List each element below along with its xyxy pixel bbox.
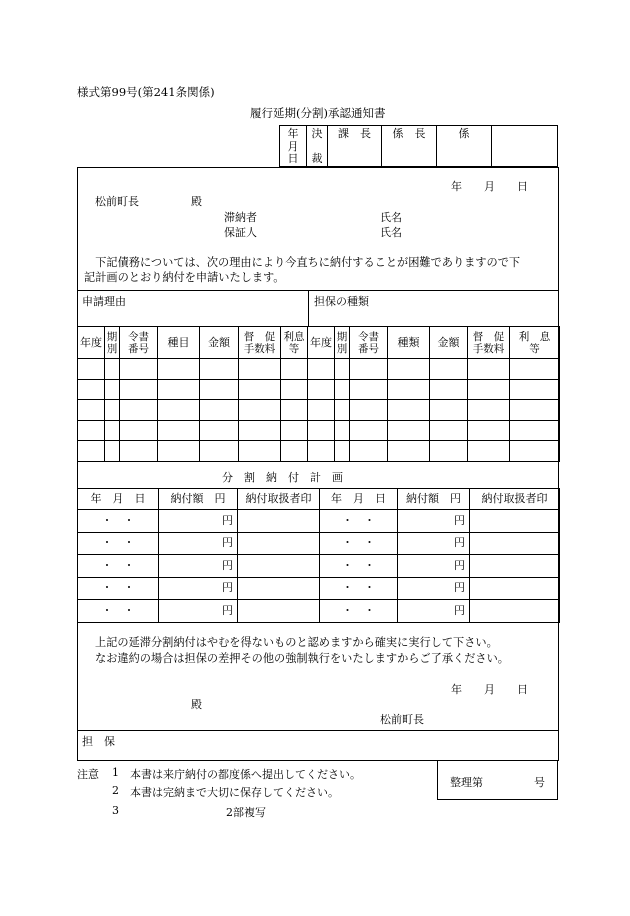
request-text-line-1: 下記債務については、次の理由により今直ちに納付することが困難でありますので下	[84, 256, 521, 269]
plan-amount-cell[interactable]: 円	[159, 555, 238, 578]
note-text-3: 2部複写	[226, 806, 266, 819]
header-kingaku: 金額	[200, 327, 239, 359]
plan-header-amount: 納付額 円	[159, 489, 238, 510]
debt-table-cell[interactable]	[158, 441, 200, 462]
approval-kacho-cell: 課 長	[328, 126, 382, 167]
plan-date-cell[interactable]: ・ ・	[78, 555, 159, 578]
plan-amount-cell[interactable]: 円	[159, 577, 238, 600]
plan-date-cell[interactable]: ・ ・	[320, 600, 398, 623]
debt-table-row	[78, 400, 560, 421]
debt-table-cell[interactable]	[468, 441, 510, 462]
debt-table-cell[interactable]	[468, 359, 510, 380]
debt-table-cell[interactable]	[239, 379, 281, 400]
debt-table-cell[interactable]	[510, 400, 560, 421]
header-kibetsu-right: 期 別	[335, 327, 350, 359]
header-reisho: 令書 番号	[120, 327, 158, 359]
debt-table-row	[78, 420, 560, 441]
header-tokusoku: 督 促 手数料	[239, 327, 281, 359]
name-label-1: 氏名	[380, 211, 402, 224]
debt-table-cell[interactable]	[105, 441, 120, 462]
plan-stamp-cell[interactable]	[238, 555, 320, 578]
debt-table-cell[interactable]	[468, 400, 510, 421]
debt-table-cell[interactable]	[430, 400, 468, 421]
dono-label: 殿	[191, 195, 202, 208]
plan-header-stamp: 納付取扱者印	[238, 489, 320, 510]
collateral-label: 担保の種類	[314, 295, 369, 308]
plan-stamp-cell[interactable]	[470, 577, 560, 600]
plan-table-row	[78, 577, 560, 600]
debt-table-cell[interactable]	[105, 359, 120, 380]
debt-table-cell[interactable]	[388, 379, 430, 400]
plan-stamp-cell[interactable]	[470, 510, 560, 533]
debt-table-cell[interactable]	[335, 441, 350, 462]
header-reisho-right: 令書 番号	[350, 327, 388, 359]
debt-table-cell[interactable]	[350, 441, 388, 462]
debt-table-cell[interactable]	[78, 359, 105, 380]
header-tokusoku-right: 督 促 手数料	[468, 327, 510, 359]
debt-table-cell[interactable]	[350, 359, 388, 380]
plan-table-row	[78, 532, 560, 555]
debt-table-cell[interactable]	[105, 400, 120, 421]
form-number: 様式第99号(第241条関係)	[77, 85, 215, 99]
plan-date-cell[interactable]: ・ ・	[320, 555, 398, 578]
approval-kakari-cell: 係	[437, 126, 492, 167]
tanpo-label: 担 保	[82, 735, 115, 748]
plan-date-cell[interactable]: ・ ・	[78, 577, 159, 600]
debt-table-cell[interactable]	[105, 420, 120, 441]
plan-title: 分 割 納 付 計 画	[222, 471, 343, 484]
debt-table-cell[interactable]	[200, 420, 239, 441]
debt-table-cell[interactable]	[158, 420, 200, 441]
plan-amount-cell[interactable]: 円	[398, 510, 470, 533]
debt-table-cell[interactable]	[430, 441, 468, 462]
debt-table-cell[interactable]	[200, 379, 239, 400]
plan-table	[77, 488, 560, 623]
debt-table-cell[interactable]	[120, 420, 158, 441]
plan-stamp-cell[interactable]	[470, 555, 560, 578]
approval-kessai-cell: 決 裁	[307, 126, 328, 167]
plan-header-stamp-right: 納付取扱者印	[470, 489, 560, 510]
debt-table-cell[interactable]	[335, 420, 350, 441]
plan-header-date-right: 年 月 日	[320, 489, 398, 510]
debt-table-cell[interactable]	[78, 420, 105, 441]
debt-table-cell[interactable]	[388, 359, 430, 380]
debt-table-cell[interactable]	[239, 441, 281, 462]
plan-date-cell[interactable]: ・ ・	[78, 600, 159, 623]
debt-table-cell[interactable]	[468, 379, 510, 400]
debt-table-cell[interactable]	[350, 420, 388, 441]
note-num-1: 1	[112, 766, 119, 779]
plan-amount-cell[interactable]: 円	[159, 532, 238, 555]
plan-date-cell[interactable]: ・ ・	[320, 510, 398, 533]
approval-date-cell: 年 月 日	[280, 126, 307, 167]
plan-table-header	[78, 489, 560, 510]
plan-amount-cell[interactable]: 円	[398, 577, 470, 600]
guarantor-label: 保証人	[224, 226, 257, 239]
debt-table-cell[interactable]	[239, 420, 281, 441]
request-text-line-2: 記計画のとおり納付を申請いたします。	[84, 271, 285, 284]
debt-table-cell[interactable]	[350, 400, 388, 421]
plan-stamp-cell[interactable]	[238, 600, 320, 623]
debt-table-cell[interactable]	[200, 400, 239, 421]
debt-table-cell[interactable]	[281, 441, 308, 462]
page-title: 履行延期(分割)承認通知書	[250, 106, 386, 120]
debt-table-cell[interactable]	[430, 420, 468, 441]
footer-dono: 殿	[191, 698, 202, 711]
debt-table-cell[interactable]	[105, 379, 120, 400]
plan-amount-cell[interactable]: 円	[159, 510, 238, 533]
debt-table-cell[interactable]	[158, 400, 200, 421]
header-kibetsu: 期 別	[105, 327, 120, 359]
plan-table-row	[78, 555, 560, 578]
notes-label: 注意	[77, 768, 99, 781]
debt-table-cell[interactable]	[388, 441, 430, 462]
delinquent-label: 滞納者	[224, 211, 257, 224]
debt-table-cell[interactable]	[308, 379, 335, 400]
note-num-2: 2	[112, 784, 119, 797]
debt-table-cell[interactable]	[200, 441, 239, 462]
plan-stamp-cell[interactable]	[238, 577, 320, 600]
header-nendo-right: 年度	[308, 327, 335, 359]
main-form-frame	[77, 167, 559, 761]
debt-table-cell[interactable]	[308, 400, 335, 421]
footer-date: 年 月 日	[451, 683, 528, 696]
debt-table-cell[interactable]	[308, 420, 335, 441]
plan-stamp-cell[interactable]	[470, 600, 560, 623]
header-date: 年 月 日	[451, 180, 528, 193]
debt-table-cell[interactable]	[78, 379, 105, 400]
plan-stamp-cell[interactable]	[238, 532, 320, 555]
debt-table-cell[interactable]	[430, 379, 468, 400]
debt-table-cell[interactable]	[335, 359, 350, 380]
debt-table-cell[interactable]	[281, 379, 308, 400]
approval-kakaricho-cell: 係 長	[382, 126, 437, 167]
plan-date-cell[interactable]: ・ ・	[320, 577, 398, 600]
approval-blank-cell	[492, 126, 558, 167]
note-text-1: 本書は来庁納付の都度係へ提出してください。	[130, 768, 361, 781]
debt-table-header	[78, 327, 560, 359]
addressee: 松前町長	[95, 195, 139, 208]
debt-table	[77, 326, 560, 462]
debt-table-cell[interactable]	[430, 359, 468, 380]
header-risoku-right: 利 息 等	[510, 327, 560, 359]
debt-table-cell[interactable]	[510, 441, 560, 462]
debt-table-cell[interactable]	[335, 400, 350, 421]
header-nendo: 年度	[78, 327, 105, 359]
note-text-2: 本書は完納まで大切に保存してください。	[130, 786, 339, 799]
debt-table-cell[interactable]	[510, 359, 560, 380]
debt-table-cell[interactable]	[468, 420, 510, 441]
plan-table-row	[78, 510, 560, 533]
reason-label: 申請理由	[82, 295, 126, 308]
header-shumoku: 種目	[158, 327, 200, 359]
debt-table-row	[78, 359, 560, 380]
debt-table-cell[interactable]	[120, 359, 158, 380]
debt-table-cell[interactable]	[281, 400, 308, 421]
header-shurui: 種類	[388, 327, 430, 359]
debt-table-cell[interactable]	[308, 441, 335, 462]
plan-date-cell[interactable]: ・ ・	[78, 510, 159, 533]
debt-table-cell[interactable]	[281, 420, 308, 441]
debt-table-cell[interactable]	[388, 400, 430, 421]
plan-amount-cell[interactable]: 円	[398, 532, 470, 555]
debt-table-cell[interactable]	[120, 400, 158, 421]
debt-table-row	[78, 441, 560, 462]
header-kingaku-right: 金額	[430, 327, 468, 359]
debt-table-cell[interactable]	[388, 420, 430, 441]
debt-table-cell[interactable]	[120, 441, 158, 462]
debt-table-row	[78, 379, 560, 400]
name-label-2: 氏名	[380, 226, 402, 239]
debt-table-cell[interactable]	[239, 400, 281, 421]
seiri-label: 整理第	[450, 776, 483, 789]
debt-table-cell[interactable]	[200, 359, 239, 380]
plan-date-cell[interactable]: ・ ・	[78, 532, 159, 555]
debt-table-cell[interactable]	[510, 379, 560, 400]
plan-amount-cell[interactable]: 円	[159, 600, 238, 623]
note-num-3: 3	[112, 804, 119, 817]
debt-table-cell[interactable]	[308, 359, 335, 380]
plan-table-row	[78, 600, 560, 623]
debt-table-cell[interactable]	[78, 441, 105, 462]
debt-table-cell[interactable]	[158, 379, 200, 400]
plan-header-date: 年 月 日	[78, 489, 159, 510]
debt-table-cell[interactable]	[158, 359, 200, 380]
plan-stamp-cell[interactable]	[238, 510, 320, 533]
approval-stamp-table	[279, 125, 558, 167]
approval-text-line-2: なお違約の場合は担保の差押その他の強制執行をいたしますからご了承ください。	[95, 652, 509, 665]
plan-header-amount-right: 納付額 円	[398, 489, 470, 510]
debt-table-cell[interactable]	[335, 379, 350, 400]
debt-table-cell[interactable]	[281, 359, 308, 380]
plan-amount-cell[interactable]: 円	[398, 555, 470, 578]
debt-table-cell[interactable]	[78, 400, 105, 421]
debt-table-cell[interactable]	[239, 359, 281, 380]
header-risoku: 利息 等	[281, 327, 308, 359]
issuer: 松前町長	[380, 713, 424, 726]
debt-table-cell[interactable]	[510, 420, 560, 441]
approval-text-line-1: 上記の延滞分割納付はやむを得ないものと認めますから確実に実行して下さい。	[95, 636, 498, 649]
plan-date-cell[interactable]: ・ ・	[320, 532, 398, 555]
seiri-box	[437, 760, 558, 800]
debt-table-cell[interactable]	[350, 379, 388, 400]
debt-table-cell[interactable]	[120, 379, 158, 400]
plan-stamp-cell[interactable]	[470, 532, 560, 555]
plan-amount-cell[interactable]: 円	[398, 600, 470, 623]
seiri-suffix: 号	[534, 776, 545, 789]
